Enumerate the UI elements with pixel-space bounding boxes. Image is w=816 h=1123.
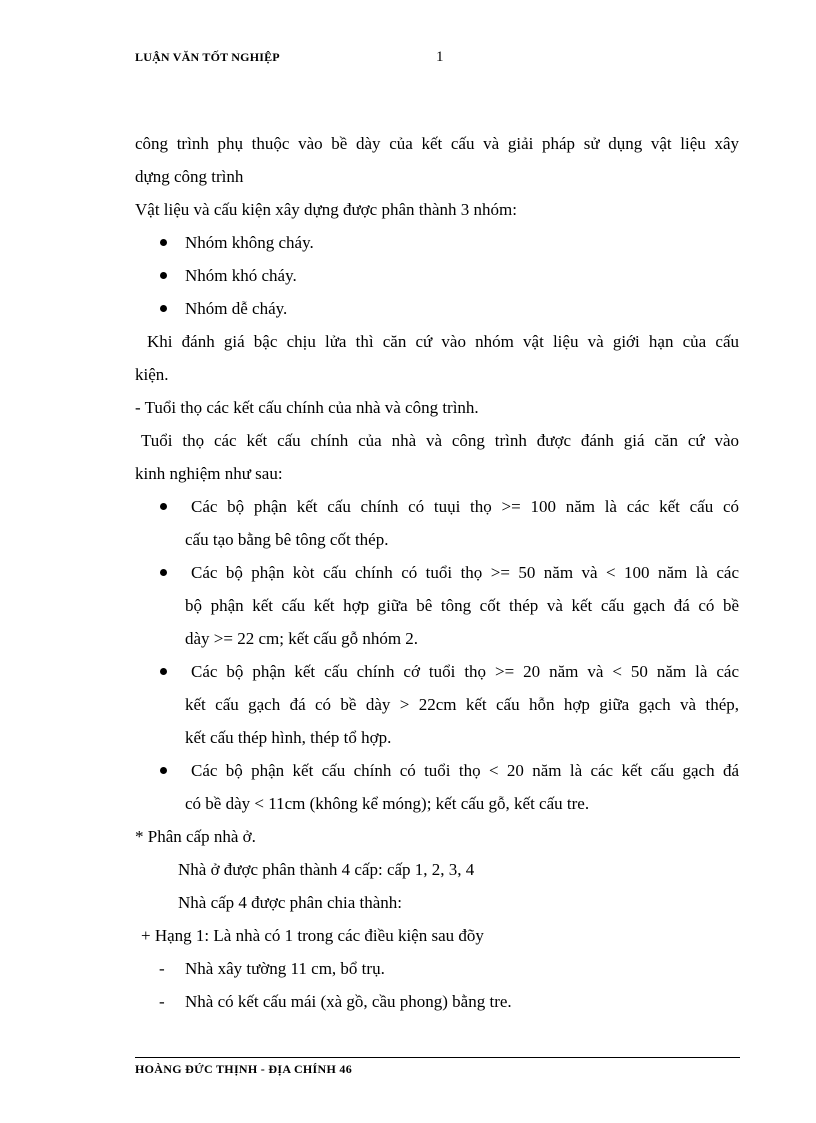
paragraph-line: kinh nghiệm như sau: [135,464,283,483]
paragraph-line: Tuổi thọ các kết cấu chính của nhà và công trình được đánh giá căn cứ vào [141,431,739,450]
dash-bullet: - [159,992,165,1011]
paragraph: Vật liệu và cấu kiện xây dựng được phân thành 3 nhóm: [135,200,517,219]
list-item [135,490,739,556]
list-item-line: Các bộ phận kết cấu chính có tuổi thọ < 20 năm là các kết cấu gạch đá [191,761,739,780]
bullet-icon [160,503,167,510]
list-item-text: Nhóm khó cháy. [185,266,297,285]
list-item-line: Các bộ phận kết cấu chính cớ tuổi thọ >= 20 năm và < 50 năm là các [191,662,739,681]
list-item [135,985,739,1018]
list-item-text: Nhóm không cháy. [185,233,314,252]
list-item [135,655,739,754]
bullet-icon [160,305,167,312]
bullet-icon [160,239,167,246]
list-item-line: dày >= 22 cm; kết cấu gỗ nhóm 2. [185,629,419,648]
list-item-text: Nhà có kết cấu mái (xà gồ, cầu phong) bằng tre. [185,992,512,1011]
bullet-icon [160,767,167,774]
list-item-text: Nhóm dễ cháy. [185,299,288,318]
list-item [135,226,739,259]
bullet-icon [160,272,167,279]
running-header-title: LUẬN VĂN TỐT NGHIỆP [135,50,280,64]
list-item-line: Các bộ phận kòt cấu chính có tuổi thọ >= 50 năm và < 100 năm là các [191,563,739,582]
bullet-icon [160,569,167,576]
page-number: 1 [436,49,444,65]
list-item-text [185,490,739,556]
list-item [135,952,739,985]
list-item-text [185,754,739,820]
paragraph: Nhà ở được phân thành 4 cấp: cấp 1, 2, 3, 4 [178,860,475,879]
list-item-line: kết cấu gạch đá có bề dày > 22cm kết cấu hỗn hợp giữa gạch và thép, [185,695,739,714]
paragraph: Nhà cấp 4 được phân chia thành: [178,893,403,912]
list-item-line: kết cấu thép hình, thép tổ hợp. [185,728,392,747]
paragraph: + Hạng 1: Là nhà có 1 trong các điều kiện sau đõy [141,926,484,945]
list-item [135,292,739,325]
paragraph-line: kiện. [135,365,169,384]
list-item-text [185,655,739,754]
paragraph-line: dựng công trình [135,167,244,186]
bullet-icon [160,668,167,675]
paragraph-line: Khi đánh giá bậc chịu lửa thì căn cứ vào nhóm vật liệu và giới hạn của cấu [147,332,739,351]
list-item-line: Các bộ phận kết cấu chính có tuụi thọ >= 100 năm là các kết cấu có [191,497,739,516]
running-footer-title: HOÀNG ĐỨC THỊNH - ĐỊA CHÍNH 46 [135,1062,353,1076]
section-heading: * Phân cấp nhà ở. [135,827,256,846]
dash-bullet: - [159,959,165,978]
list-item-text [185,556,739,655]
section-heading: - Tuổi thọ các kết cấu chính của nhà và công trình. [135,398,479,417]
list-item-line: cấu tạo bằng bê tông cốt thép. [185,530,389,549]
list-item-text: Nhà xây tường 11 cm, bổ trụ. [185,959,385,978]
list-item-line: bộ phận kết cấu kết hợp giữa bê tông cốt thép và kết cấu gạch đá có bề [185,596,739,615]
footer-divider [135,1057,740,1058]
document-body [135,127,739,1018]
list-item [135,556,739,655]
list-item [135,259,739,292]
list-item [135,754,739,820]
paragraph-line: công trình phụ thuộc vào bề dày của kết cấu và giải pháp sử dụng vật liệu xây [135,134,739,153]
list-item-line: có bề dày < 11cm (không kể móng); kết cấu gỗ, kết cấu tre. [185,794,590,813]
